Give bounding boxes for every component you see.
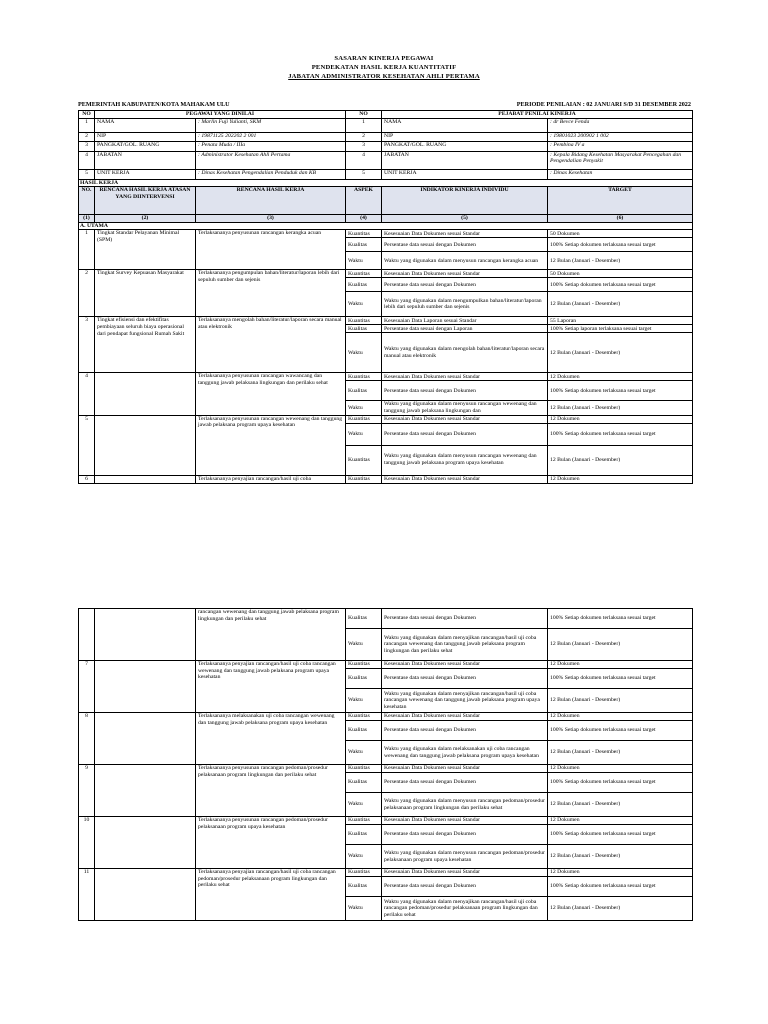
row-number: 3 [346, 141, 382, 151]
target-cell: 50 Dokumen [548, 270, 693, 278]
period-label: PERIODE PENILAIAN : 02 JANUARI S/D 31 DESEMBER 2022 [516, 101, 691, 108]
row-number: 4 [79, 373, 95, 415]
kpi-row [79, 661, 693, 669]
identity-and-performance-table [78, 110, 693, 484]
target-cell: 100% Setiap dokumen terlaksana sesuai target [548, 238, 693, 252]
aspect-cell: Waktu [346, 629, 382, 661]
target-cell: 12 Bulan (Januari - Desember) [548, 401, 693, 415]
target-cell: 100% Setiap dokumen terlaksana sesuai target [548, 423, 693, 445]
evaluator-header: PEJABAT PENILAI KINERJA [382, 111, 693, 119]
row-number: 4 [346, 151, 382, 169]
doc-title: SASARAN KINERJA PEGAWAI [334, 55, 434, 62]
aspect-cell: Waktu [346, 333, 382, 373]
superior-plan [95, 661, 196, 713]
work-plan: Terlaksananya melaksanakan uji coba rancangan wewenang dan tanggung jawab pelaksana program upaya kesehatan [196, 713, 346, 765]
work-plan: rancangan wewenang dan tanggung jawab pelaksana program lingkungan dan perilaku sehat [196, 609, 346, 661]
target-cell: 100% Setiap dokumen terlaksana sesuai target [548, 669, 693, 689]
field-value: : Administrator Kesehatan Ahli Pertama [196, 151, 346, 169]
target-cell: 12 Bulan (Januari - Desember) [548, 292, 693, 317]
row-number: 6 [79, 475, 95, 483]
aspect-cell: Waktu [346, 897, 382, 921]
indicator-cell: Persentase data sesuai dengan Dokumen [382, 669, 548, 689]
indicator-cell: Waktu yang digunakan dalam menyusun rancangan pedoman/prosedur pelaksanaan program lingkungan dan perilaku sehat [382, 793, 548, 817]
row-number: 2 [79, 270, 95, 317]
meta-line [78, 101, 691, 108]
doc-subtitle: PENDEKATAN HASIL KERJA KUANTITATIF [311, 64, 457, 71]
target-cell: 100% Setiap dokumen terlaksana sesuai target [548, 609, 693, 629]
aspect-cell: Waktu [346, 689, 382, 713]
row-number: 1 [79, 230, 95, 270]
identity-row [79, 141, 693, 151]
aspect-cell: Kuantitas [346, 475, 382, 483]
page1-rows [79, 230, 693, 483]
aspect-cell: Kuantitas [346, 230, 382, 238]
region-label: PEMERINTAH KABUPATEN/KOTA MAHAKAM ULU [78, 101, 230, 108]
aspect-cell: Kuantitas [346, 445, 382, 475]
row-number: 4 [79, 151, 95, 169]
kpi-row [79, 765, 693, 773]
row-number: 3 [79, 317, 95, 373]
target-cell: 100% Setiap dokumen terlaksana sesuai target [548, 721, 693, 741]
aspect-cell: Kualitas [346, 325, 382, 333]
aspect-cell: Kuantitas [346, 415, 382, 423]
superior-plan [95, 609, 196, 661]
indicator-cell: Waktu yang digunakan dalam menyusun rancangan kerangka acuan [382, 252, 548, 270]
target-cell: 12 Bulan (Januari - Desember) [548, 845, 693, 869]
indicator-cell: Waktu yang digunakan dalam menyusun rancangan pedoman/prosedur pelaksanaan program upaya kesehatan [382, 845, 548, 869]
identity-header-row [79, 111, 693, 119]
hasil-kerja-header [79, 179, 693, 230]
superior-plan [95, 817, 196, 869]
field-label: JABATAN [382, 151, 548, 169]
field-label: NAMA [95, 118, 196, 132]
identity-row [79, 118, 693, 132]
row-number: 8 [79, 713, 95, 765]
target-cell: 12 Dokumen [548, 869, 693, 877]
col-num-6: (6) [548, 215, 693, 223]
kpi-row [79, 817, 693, 825]
superior-plan [95, 475, 196, 483]
identity-section [79, 111, 693, 180]
indicator-cell: Kesesuaian Data Dokumen sesuai Standar [382, 817, 548, 825]
superior-plan: Tingkat Standar Pelayanan Minimal (SPM) [95, 230, 196, 270]
indicator-cell: Kesesuaian Data Dokumen sesuai Standar [382, 765, 548, 773]
field-value: : Dinas Kesehatan [548, 169, 693, 179]
col-num-3: (3) [196, 215, 346, 223]
target-cell: 12 Dokumen [548, 661, 693, 669]
row-number: 1 [79, 118, 95, 132]
work-plan: Terlaksananya pengumpulan bahan/literatur/laporan lebih dari sepuluh sumber dan sejenis [196, 270, 346, 317]
doc-position-title: JABATAN ADMINISTRATOR KESEHATAN AHLI PERTAMA [288, 73, 480, 80]
work-plan: Terlaksananya penyusunan rancangan pedoman/prosedur pelaksanaan program upaya kesehatan [196, 817, 346, 869]
aspect-cell: Kuantitas [346, 869, 382, 877]
col-atasan: RENCANA HASIL KERJA ATASAN YANG DIINTERVENSI [95, 187, 196, 215]
work-plan: Terlaksananya penyajian rancangan/hasil uji coba [196, 475, 346, 483]
target-cell: 12 Dokumen [548, 765, 693, 773]
row-number: 7 [79, 661, 95, 713]
field-value: : 19801023 200902 1 002 [548, 132, 693, 141]
kpi-row [79, 373, 693, 381]
aspect-cell: Kualitas [346, 773, 382, 793]
target-cell: 12 Bulan (Januari - Desember) [548, 252, 693, 270]
field-value: : dr Bevce Fenda [548, 118, 693, 132]
field-label: UNIT KERJA [95, 169, 196, 179]
document-page-2 [0, 560, 768, 1024]
aspect-cell: Waktu [346, 401, 382, 415]
aspect-cell: Kuantitas [346, 373, 382, 381]
col-num-1: (1) [79, 215, 95, 223]
indicator-cell: Persentase data sesuai dengan Dokumen [382, 773, 548, 793]
target-cell: 12 Bulan (Januari - Desember) [548, 741, 693, 765]
aspect-cell: Waktu [346, 793, 382, 817]
indicator-cell: Kesesuaian Data Dokumen sesuai Standar [382, 713, 548, 721]
aspect-cell: Kualitas [346, 609, 382, 629]
target-cell: 12 Bulan (Januari - Desember) [548, 897, 693, 921]
superior-plan: Tingkat Survey Kepuasan Masyarakat [95, 270, 196, 317]
field-label: NIP [382, 132, 548, 141]
superior-plan: Tingkat efisiensi dan efektifitas pembiayaan seluruh biaya operasional dari pendapat fungsional Rumah Sakit [95, 317, 196, 373]
utama-row [79, 222, 693, 230]
indicator-cell: Kesesuaian Data Laporan sesuai Standar [382, 317, 548, 325]
col-num-2: (2) [95, 215, 196, 223]
indicator-cell: Kesesuaian Data Dokumen sesuai Standar [382, 415, 548, 423]
indicator-cell: Waktu yang digunakan dalam menyajikan rancangan/hasil uji coba rancangan wewenang dan tanggung jawab pelaksana program lingkungan dan perilaku sehat [382, 629, 548, 661]
col-indikator: INDIKATOR KINERJA INDIVIDU [382, 187, 548, 215]
identity-row [79, 132, 693, 141]
field-value: : Marlin Fuji Yulianti, SKM [196, 118, 346, 132]
indicator-cell: Kesesuaian Data Dokumen sesuai Standar [382, 475, 548, 483]
work-plan: Terlaksananya penyusunan rancangan wewenang dan tanggung jawab pelaksana program upaya kesehatan [196, 415, 346, 475]
indicator-cell: Persentase data sesuai dengan Dokumen [382, 238, 548, 252]
target-cell: 55 Laporan [548, 317, 693, 325]
indicator-cell: Persentase data sesuai dengan Dokumen [382, 721, 548, 741]
performance-table-continued [78, 608, 693, 921]
col-aspek: ASPEK [346, 187, 382, 215]
aspect-cell: Waktu [346, 845, 382, 869]
aspect-cell: Kuantitas [346, 817, 382, 825]
work-plan: Terlaksananya penyajian rancangan/hasil uji coba rancangan pedoman/prosedur pelaksanaan program lingkungan dan perilaku sehat [196, 869, 346, 921]
aspect-cell: Kualitas [346, 669, 382, 689]
field-value: : 19871125 202202 2 001 [196, 132, 346, 141]
target-cell: 12 Dokumen [548, 475, 693, 483]
row-number: 5 [346, 169, 382, 179]
target-cell: 100% Setiap dokumen terlaksana sesuai target [548, 877, 693, 897]
indicator-cell: Kesesuaian Data Dokumen sesuai Standar [382, 869, 548, 877]
kpi-row [79, 270, 693, 278]
row-number: 3 [79, 141, 95, 151]
aspect-cell: Kualitas [346, 381, 382, 401]
target-cell: 100% Setiap laporan terlaksana sesuai target [548, 325, 693, 333]
kpi-row [79, 869, 693, 877]
kpi-row [79, 230, 693, 238]
indicator-cell: Persentase data sesuai dengan Dokumen [382, 381, 548, 401]
target-cell: 12 Dokumen [548, 817, 693, 825]
aspect-cell: Kuantitas [346, 713, 382, 721]
indicator-cell: Waktu yang digunakan dalam menyusun rancangan wewenang dan tanggung jawab pelaksana lingkungan dan [382, 401, 548, 415]
target-cell: 100% Setiap dokumen terlaksana sesuai target [548, 825, 693, 845]
kpi-row [79, 475, 693, 483]
indicator-cell: Waktu yang digunakan dalam melaksanakan uji coba rancangan wewenang dan tanggung jawab pelaksana program upaya kesehatan [382, 741, 548, 765]
superior-plan [95, 373, 196, 415]
work-plan: Terlaksananya mengolah bahan/literatur/laporan secara manual atau elektronik [196, 317, 346, 373]
target-cell: 50 Dokumen [548, 230, 693, 238]
aspect-cell: Kualitas [346, 877, 382, 897]
aspect-cell: Kuantitas [346, 270, 382, 278]
row-number: 2 [346, 132, 382, 141]
section-row [79, 179, 693, 187]
superior-plan [95, 765, 196, 817]
col-num-5: (5) [382, 215, 548, 223]
indicator-cell: Persentase data sesuai dengan Dokumen [382, 877, 548, 897]
work-plan: Terlaksananya penyusunan rancangan kerangka acuan [196, 230, 346, 270]
indicator-cell: Persentase data sesuai dengan Dokumen [382, 825, 548, 845]
indicator-cell: Waktu yang digunakan dalam menyajikan rancangan/hasil uji coba rancangan wewenang dan tanggung jawab pelaksana program upaya kesehatan [382, 689, 548, 713]
field-label: JABATAN [95, 151, 196, 169]
indicator-cell: Kesesuaian Data Dokumen sesuai Standar [382, 661, 548, 669]
indicator-cell: Waktu yang digunakan dalam menyusun rancangan wewenang dan tanggung jawab pelaksana program upaya kesehatan [382, 445, 548, 475]
col-target: TARGET [548, 187, 693, 215]
column-number-row [79, 215, 693, 223]
target-cell: 12 Dokumen [548, 373, 693, 381]
superior-plan [95, 869, 196, 921]
no-header: NO [79, 111, 95, 119]
aspect-cell: Waktu [346, 252, 382, 270]
kpi-row [79, 317, 693, 325]
indicator-cell: Waktu yang digunakan dalam mengolah bahan/literatur/laporan secara manual atau elektronik [382, 333, 548, 373]
indicator-cell: Persentase data sesuai dengan Dokumen [382, 423, 548, 445]
identity-row [79, 151, 693, 169]
field-value: : Kepala Bidang Kesehatan Masyarakat Pencegahan dan Pengendalian Penyakit [548, 151, 693, 169]
superior-plan [95, 415, 196, 475]
target-cell: 12 Bulan (Januari - Desember) [548, 445, 693, 475]
col-num-4: (4) [346, 215, 382, 223]
field-value: : Penata Muda / IIIa [196, 141, 346, 151]
target-cell: 12 Bulan (Januari - Desember) [548, 629, 693, 661]
kpi-row [79, 713, 693, 721]
aspect-cell: Kualitas [346, 238, 382, 252]
row-number [79, 609, 95, 661]
target-cell: 100% Setiap dokumen terlaksana sesuai target [548, 381, 693, 401]
work-plan: Terlaksananya penyusunan rancangan wawancang dan tanggung jawab pelaksana lingkungan dan perilaku sehat [196, 373, 346, 415]
aspect-cell: Kualitas [346, 825, 382, 845]
col-rencana: RENCANA HASIL KERJA [196, 187, 346, 215]
page2-rows [79, 609, 693, 921]
target-cell: 12 Bulan (Januari - Desember) [548, 793, 693, 817]
target-cell: 12 Bulan (Januari - Desember) [548, 689, 693, 713]
indicator-cell: Kesesuaian Data Dokumen sesuai Standar [382, 230, 548, 238]
section-title: HASIL KERJA [79, 179, 693, 187]
row-number: 5 [79, 169, 95, 179]
aspect-cell: Kuantitas [346, 661, 382, 669]
kpi-row [79, 415, 693, 423]
work-plan: Terlaksananya penyajian rancangan/hasil uji coba rancangan wewenang dan tanggung jawab pelaksana program upaya kesehatan [196, 661, 346, 713]
field-label: NIP [95, 132, 196, 141]
aspect-cell: Waktu [346, 292, 382, 317]
aspect-cell: Kuantitas [346, 765, 382, 773]
utama-label: A. UTAMA [79, 222, 693, 230]
row-number: 2 [79, 132, 95, 141]
aspect-cell: Kualitas [346, 721, 382, 741]
kpi-continued-row [79, 609, 693, 629]
indicator-cell: Persentase data sesuai dengan Laporan [382, 325, 548, 333]
superior-plan [95, 713, 196, 765]
field-label: UNIT KERJA [382, 169, 548, 179]
row-number: 11 [79, 869, 95, 921]
indicator-cell: Kesesuaian Data Dokumen sesuai Standar [382, 270, 548, 278]
row-number: 9 [79, 765, 95, 817]
no-header-2: NO [346, 111, 382, 119]
field-label: NAMA [382, 118, 548, 132]
aspect-cell: Kuantitas [346, 317, 382, 325]
identity-row [79, 169, 693, 179]
target-cell: 12 Dokumen [548, 415, 693, 423]
aspect-cell: Kualitas [346, 278, 382, 292]
column-header-row [79, 187, 693, 215]
evaluated-employee-header: PEGAWAI YANG DINILAI [95, 111, 346, 119]
row-number: 5 [79, 415, 95, 475]
row-number: 1 [346, 118, 382, 132]
col-no: NO. [79, 187, 95, 215]
indicator-cell: Waktu yang digunakan dalam menyajikan rancangan/hasil uji coba rancangan pedoman/prosedur pelaksanaan program lingkungan dan perilaku sehat [382, 897, 548, 921]
indicator-cell: Persentase data sesuai dengan Dokumen [382, 609, 548, 629]
aspect-cell: Waktu [346, 741, 382, 765]
aspect-cell: Waktu [346, 423, 382, 445]
indicator-cell: Waktu yang digunakan dalam mengumpulkan bahan/literatur/laporan lebih dari sepuluh sumber dan sejenis [382, 292, 548, 317]
target-cell: 100% Setiap dokumen terlaksana sesuai target [548, 773, 693, 793]
field-label: PANGKAT/GOL. RUANG [382, 141, 548, 151]
target-cell: 12 Dokumen [548, 713, 693, 721]
target-cell: 100% Setiap dokumen terlaksana sesuai target [548, 278, 693, 292]
field-value: : Dinas Kesehatan Pengendalian Penduduk dan KB [196, 169, 346, 179]
field-value: : Pembina IV a [548, 141, 693, 151]
indicator-cell: Kesesuaian Data Dokumen sesuai Standar [382, 373, 548, 381]
work-plan: Terlaksananya penyusunan rancangan pedoman/prosedur pelaksanaan program lingkungan dan perilaku sehat [196, 765, 346, 817]
indicator-cell: Persentase data sesuai dengan Dokumen [382, 278, 548, 292]
row-number: 10 [79, 817, 95, 869]
field-label: PANGKAT/GOL. RUANG [95, 141, 196, 151]
target-cell: 12 Bulan (Januari - Desember) [548, 333, 693, 373]
